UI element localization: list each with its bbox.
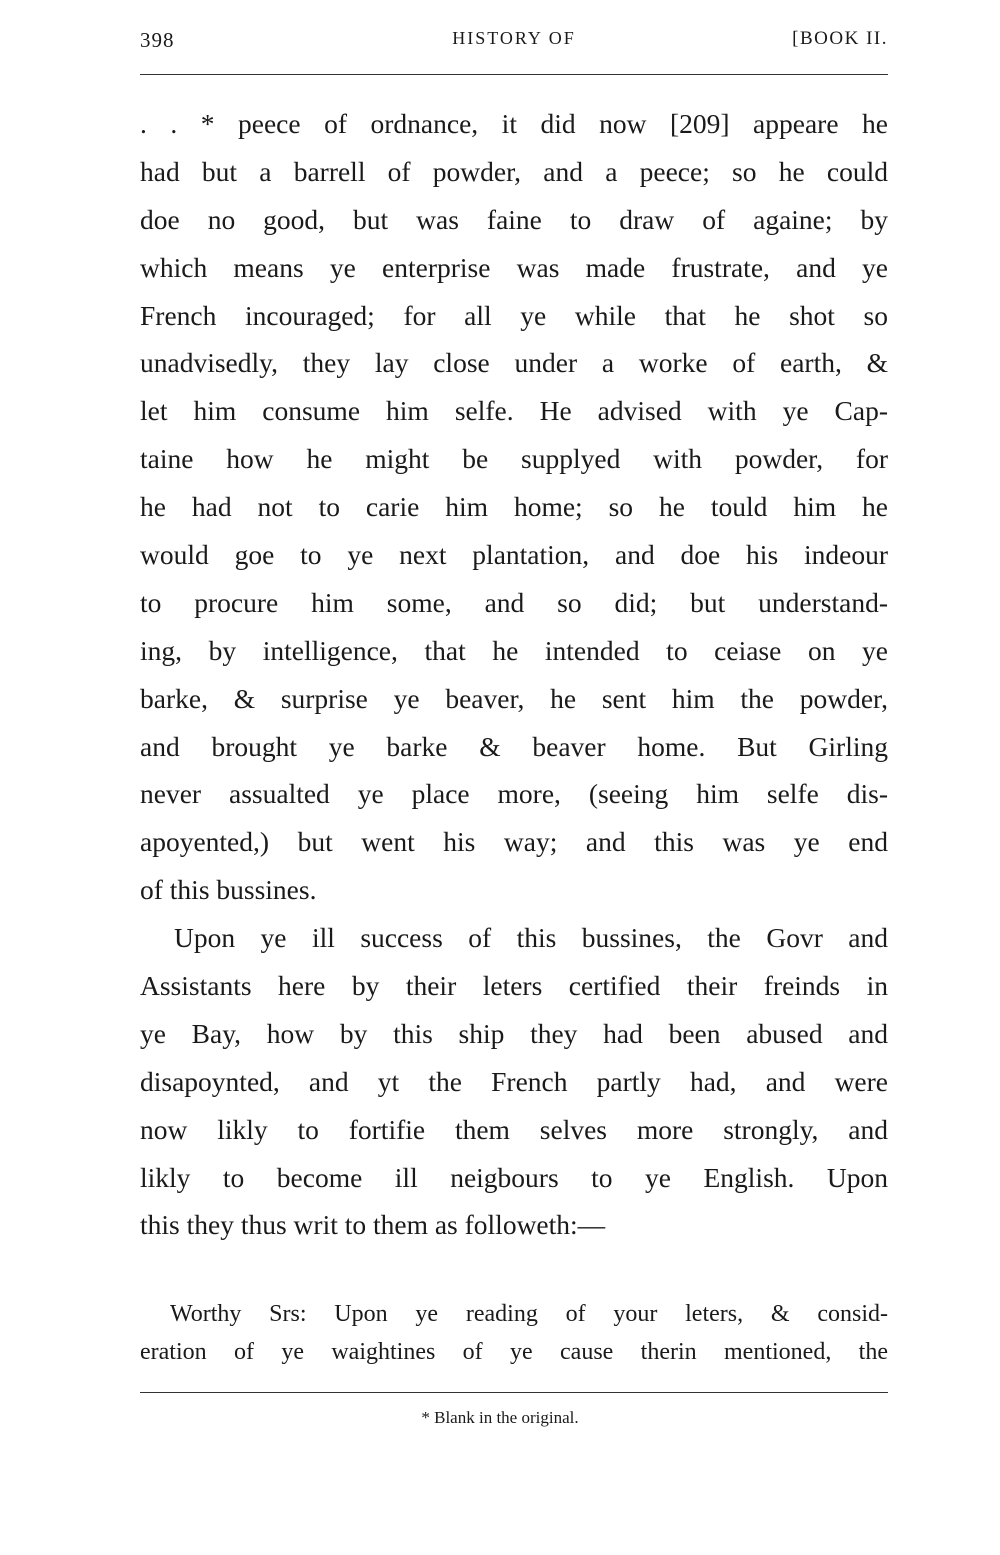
text-line: Upon ye ill success of this bussines, the Govr and	[174, 922, 888, 954]
text-line: unadvisedly, they lay close under a worke of earth, &	[140, 347, 888, 379]
body-text	[140, 100, 888, 1249]
text-line: let him consume him selfe. He advised with ye Cap-	[140, 395, 888, 427]
text-line: never assualted ye place more, (seeing him selfe dis-	[140, 778, 888, 810]
text-line: apoyented,) but went his way; and this was ye end	[140, 826, 888, 858]
text-line: taine how he might be supplyed with powder, for	[140, 443, 888, 475]
letter-text	[140, 1295, 888, 1371]
letter-line: eration of ye waightines of ye cause therin mentioned, the	[140, 1339, 888, 1365]
text-line: of this bussines.	[140, 874, 317, 906]
text-line: barke, & surprise ye beaver, he sent him the powder,	[140, 682, 888, 714]
text-line: he had not to carie him home; so he tould him he	[140, 491, 888, 523]
text-line: likly to become ill neigbours to ye English. Upon	[140, 1161, 888, 1193]
text-line: French incouraged; for all ye while that he shot so	[140, 299, 888, 331]
page-number: 398	[140, 28, 175, 52]
text-line: ye Bay, how by this ship they had been abused and	[140, 1017, 888, 1049]
text-line: which means ye enterprise was made frustrate, and ye	[140, 251, 888, 283]
text-line: disapoynted, and yt the French partly had, and were	[140, 1065, 888, 1097]
book-indicator: [BOOK II.	[792, 28, 888, 49]
text-line: ing, by intelligence, that he intended to ceiase on ye	[140, 634, 888, 666]
text-line: now likly to fortifie them selves more strongly, and	[140, 1113, 888, 1145]
text-line: to procure him some, and so did; but understand-	[140, 586, 888, 618]
text-line: and brought ye barke & beaver home. But Girling	[140, 730, 888, 762]
text-line: this they thus writ to them as followeth:—	[140, 1209, 606, 1241]
text-line: would goe to ye next plantation, and doe his indeour	[140, 539, 888, 571]
text-line: Assistants here by their leters certified their freinds in	[140, 970, 888, 1002]
letter-line: Worthy Srs: Upon ye reading of your leters, & consid-	[170, 1301, 888, 1327]
header-rule	[140, 74, 888, 75]
running-title: HISTORY OF	[452, 28, 576, 48]
text-line: doe no good, but was faine to draw of againe; by	[140, 203, 888, 235]
text-line: had but a barrell of powder, and a peece; so he could	[140, 155, 888, 187]
footnote: * Blank in the original.	[421, 1408, 579, 1427]
text-line: . . * peece of ordnance, it did now [209] appeare he	[140, 108, 888, 139]
footnote-rule	[140, 1392, 888, 1393]
running-head	[140, 28, 888, 58]
